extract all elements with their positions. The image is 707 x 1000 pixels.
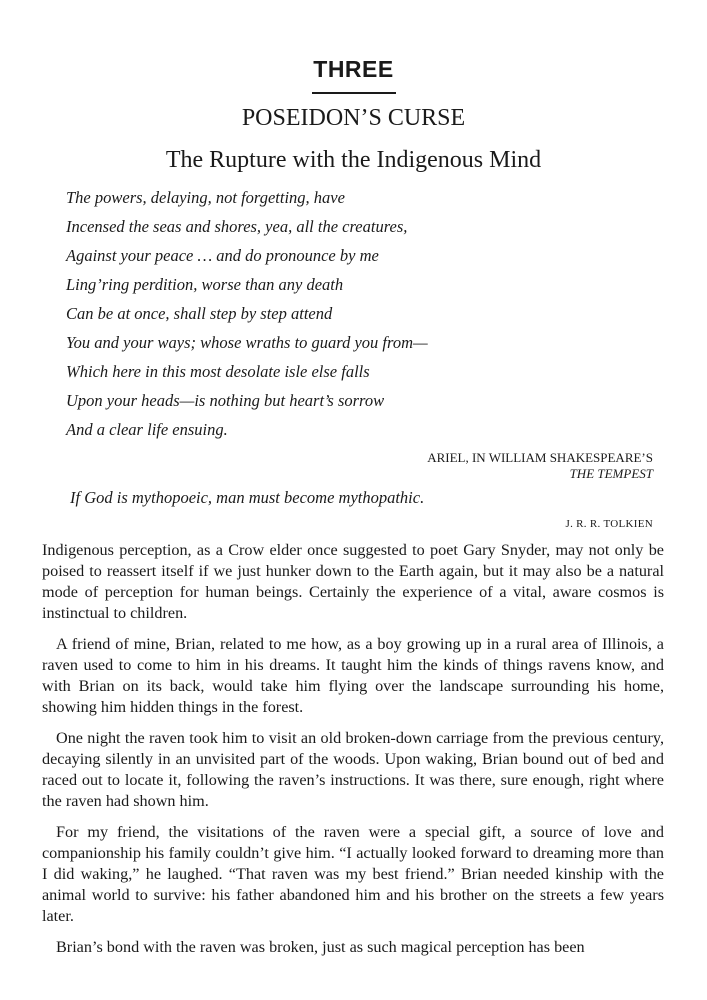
quote-attribution: J. R. R. TOLKIEN — [565, 518, 653, 530]
chapter-title: POSEIDON’S CURSE — [241, 105, 466, 131]
chapter-rule — [312, 92, 396, 94]
epigraph-quote: If God is mythopoeic, man must become mythopathic. — [70, 488, 425, 507]
attribution-work: THE TEMPEST — [569, 466, 653, 481]
poem-line: Can be at once, shall step by step attend — [66, 304, 333, 323]
poem-line: Which here in this most desolate isle else falls — [66, 362, 370, 381]
paragraph: One night the raven took him to visit an old broken-down carriage from the previous century, decaying silently in an unvisited part of the woods. Upon waking, Brian bound out of bed and raced out to locate it, following the raven’s instructions. It was there, sure enough, right where the raven had shown him. — [42, 729, 664, 810]
poem-line: And a clear life ensuing. — [66, 420, 228, 439]
poem-line: Upon your heads—is nothing but heart’s sorrow — [66, 391, 385, 410]
poem-line: You and your ways; whose wraths to guard you from— — [66, 333, 428, 352]
chapter-number: THREE — [313, 56, 394, 82]
poem-line: Incensed the seas and shores, yea, all the creatures, — [66, 217, 408, 236]
poem-line: Ling’ring perdition, worse than any death — [66, 275, 344, 294]
chapter-subtitle: The Rupture with the Indigenous Mind — [165, 147, 542, 173]
paragraph: A friend of mine, Brian, related to me how, as a boy growing up in a rural area of Illinois, a raven used to come to him in his dreams. It taught him the kinds of things ravens know, and with Brian on its back, would take him flying over the landscape surrounding his home, showing him hidden things in the forest. — [42, 635, 664, 716]
epigraph-attribution — [427, 450, 653, 482]
paragraph: For my friend, the visitations of the raven were a special gift, a source of love and companionship his family couldn’t give him. “I actually looked forward to dreaming more than I did waking,” he laughed. “That raven was my best friend.” Brian needed kinship with the animal world to survive: his father abandoned him and his brother on the streets a few years later. — [42, 823, 664, 925]
body-text — [42, 540, 664, 968]
epigraph-poem — [66, 186, 666, 447]
poem-line: The powers, delaying, not forgetting, have — [66, 188, 345, 207]
attribution-author: ARIEL, IN WILLIAM SHAKESPEARE’S — [427, 450, 653, 465]
poem-line: Against your peace … and do pronounce by me — [66, 246, 379, 265]
paragraph: Brian’s bond with the raven was broken, just as such magical perception has been — [56, 938, 585, 956]
paragraph: Indigenous perception, as a Crow elder once suggested to poet Gary Snyder, may not only be poised to reassert itself if we just hunker down to the Earth again, but it may also be a natural mode of perception for human beings. Certainly the experience of a vital, aware cosmos is instinctual to children. — [42, 541, 664, 622]
